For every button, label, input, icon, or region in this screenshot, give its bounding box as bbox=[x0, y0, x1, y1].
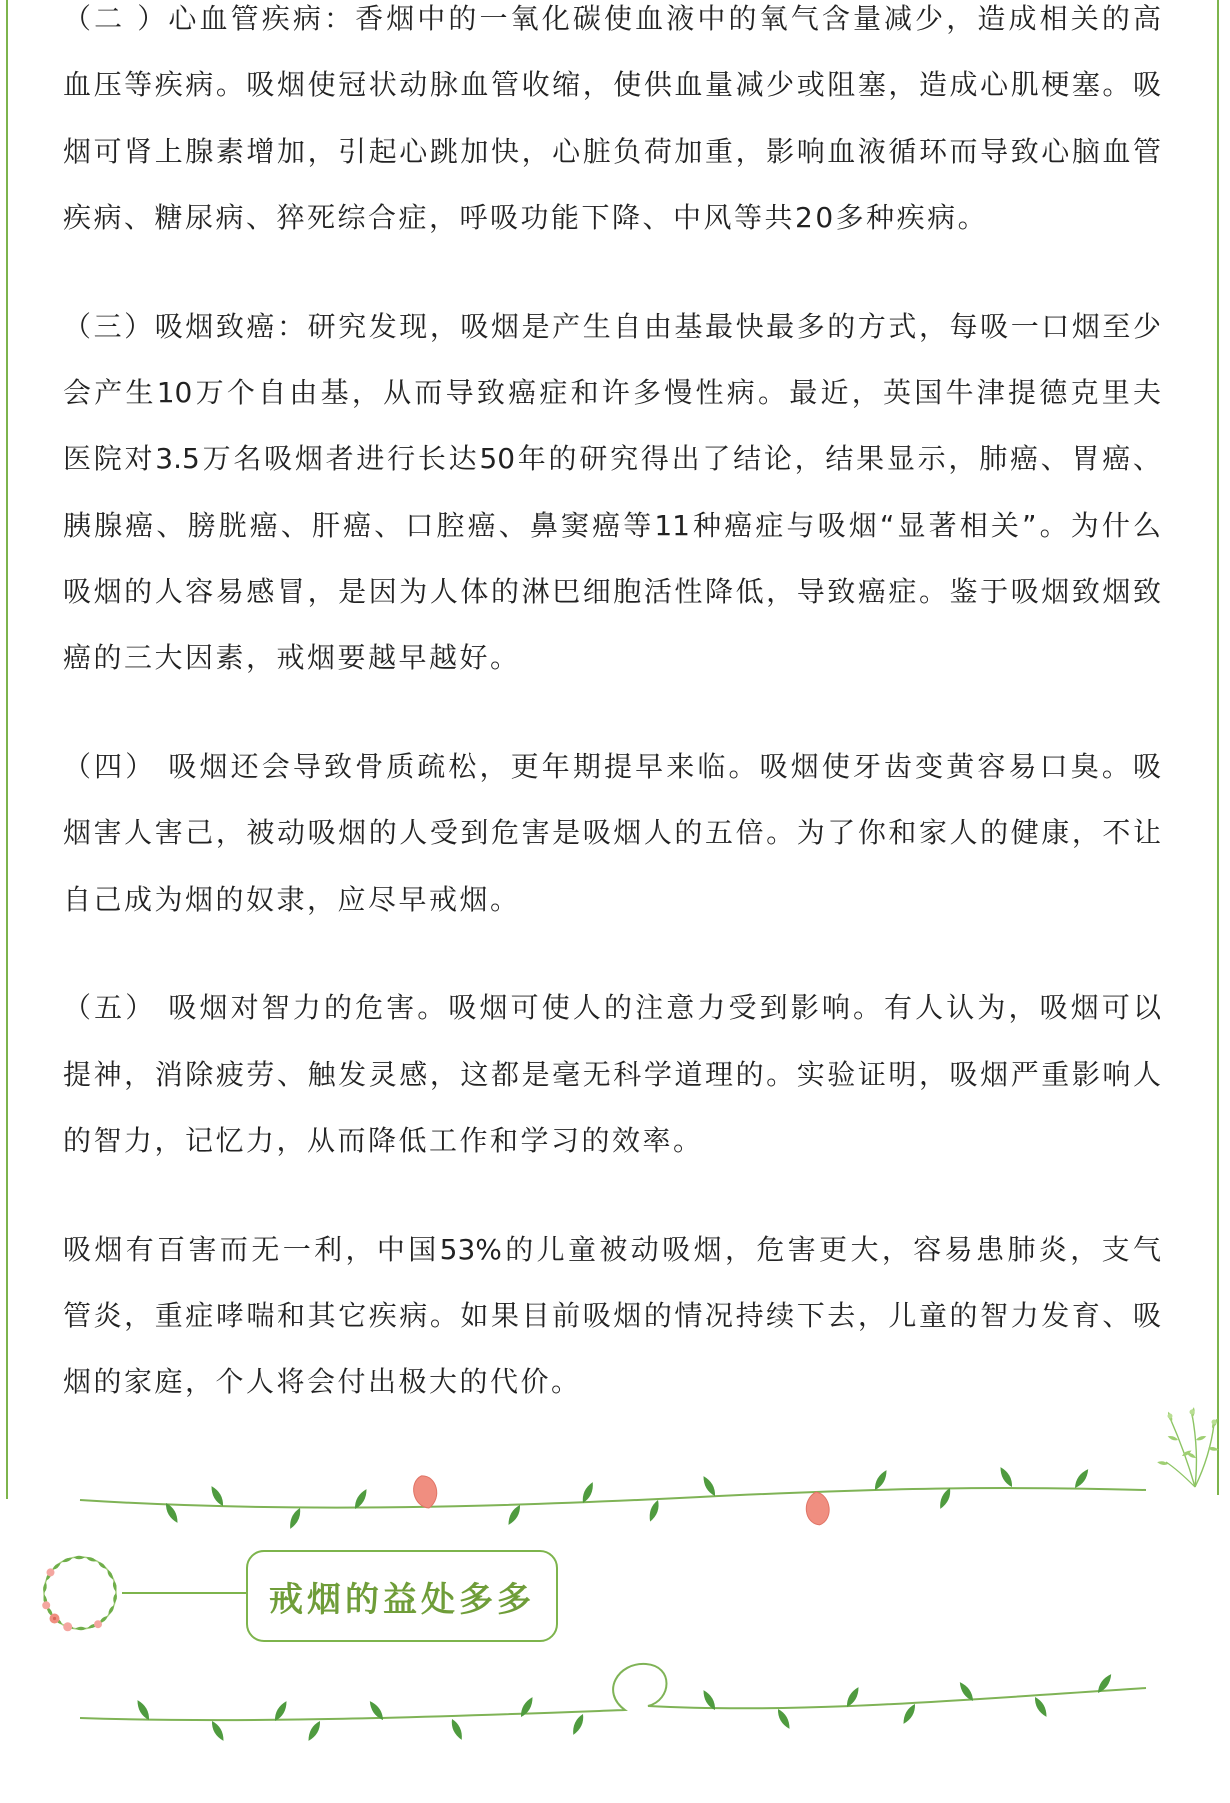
text-line: 管炎，重症哮喘和其它疾病。如果目前吸烟的情况持续下去，儿童的智力发育、吸 bbox=[63, 1299, 1161, 1333]
text-line: 胰腺癌、膀胱癌、肝癌、口腔癌、鼻窦癌等11种癌症与吸烟“显著相关”。为什么 bbox=[63, 508, 1161, 542]
leaf-icon bbox=[1072, 1467, 1091, 1490]
paragraph-smoking-causes-cancer bbox=[63, 294, 1161, 692]
leaf-icon bbox=[287, 1507, 303, 1531]
leaf-icon bbox=[1032, 1695, 1050, 1718]
floral-wreath-icon bbox=[42, 1556, 118, 1632]
leaf-icon bbox=[570, 1713, 586, 1737]
text-line: 的智力，记忆力，从而降低工作和学习的效率。 bbox=[63, 1123, 704, 1157]
text-line: 提神，消除疲劳、触发灵感，这都是毫无科学道理的。实验证明，吸烟严重影响人 bbox=[63, 1057, 1161, 1091]
leaf-icon bbox=[209, 1719, 227, 1742]
text-line: 血压等疾病。吸烟使冠状动脉血管收缩，使供血量减少或阻塞，造成心肌梗塞。吸 bbox=[63, 68, 1161, 102]
leaf-icon bbox=[580, 1481, 596, 1505]
leaf-icon bbox=[937, 1487, 953, 1511]
paragraph-intelligence-harm bbox=[63, 975, 1161, 1174]
leaf-icon bbox=[872, 1468, 890, 1491]
text-line: 吸烟的人容易感冒，是因为人体的淋巴细胞活性降低，导致癌症。鉴于吸烟致烟致 bbox=[63, 574, 1161, 608]
article-body bbox=[63, 0, 1161, 1458]
leaf-icon bbox=[900, 1702, 918, 1725]
leaf-icon bbox=[208, 1484, 226, 1507]
text-line: 烟害人害己，被动吸烟的人受到危害是吸烟人的五倍。为了你和家人的健康，不让 bbox=[63, 816, 1161, 850]
text-line: 医院对3.5万名吸烟者进行长达50年的研究得出了结论，结果显示，肺癌、胃癌、 bbox=[63, 442, 1161, 476]
vine-divider-bottom bbox=[80, 1664, 1146, 1743]
leaf-icon bbox=[700, 1688, 718, 1711]
leaf-icon bbox=[647, 1499, 661, 1523]
leaf-icon bbox=[997, 1465, 1015, 1488]
leaf-icon bbox=[134, 1698, 152, 1721]
leaf-icon bbox=[957, 1680, 976, 1703]
leaf-icon bbox=[163, 1501, 181, 1524]
leaf-icon bbox=[305, 1719, 323, 1742]
paragraph-summary-children bbox=[63, 1217, 1161, 1416]
leaf-icon bbox=[449, 1718, 465, 1742]
leaf-icon bbox=[844, 1685, 862, 1708]
leaf-icon bbox=[352, 1487, 370, 1510]
text-line: 癌的三大因素，戒烟要越早越好。 bbox=[63, 641, 521, 675]
flower-bud-icon bbox=[804, 1491, 831, 1527]
paragraph-cardiovascular-disease bbox=[63, 0, 1161, 251]
text-line: （四） 吸烟还会导致骨质疏松，更年期提早来临。吸烟使牙齿变黄容易口臭。吸 bbox=[63, 749, 1161, 783]
text-line: 烟可肾上腺素增加，引起心跳加快，心脏负荷加重，影响血液循环而导致心脑血管 bbox=[63, 134, 1161, 168]
text-line: （五） 吸烟对智力的危害。吸烟可使人的注意力受到影响。有人认为，吸烟可以 bbox=[63, 991, 1161, 1025]
text-line: （二 ）心血管疾病：香烟中的一氧化碳使血液中的氧气含量减少，造成相关的高 bbox=[63, 2, 1161, 35]
text-line: 疾病、糖尿病、猝死综合症，呼吸功能下降、中风等共20多种疾病。 bbox=[63, 200, 989, 234]
flower-bud-icon bbox=[410, 1473, 441, 1511]
leaf-icon bbox=[272, 1699, 290, 1722]
paragraph-osteoporosis-passive-smoking bbox=[63, 734, 1161, 933]
vine-divider-top bbox=[80, 1465, 1146, 1530]
leaf-icon bbox=[775, 1707, 793, 1730]
benefits-heading-box bbox=[246, 1550, 558, 1642]
section-heading: 戒烟的益处多多 bbox=[269, 1579, 535, 1620]
leaf-icon bbox=[505, 1503, 523, 1526]
text-line: 会产生10万个自由基，从而导致癌症和许多慢性病。最近，英国牛津提德克里夫 bbox=[63, 375, 1161, 409]
leaf-icon bbox=[1095, 1672, 1114, 1695]
text-line: 烟的家庭，个人将会付出极大的代价。 bbox=[63, 1365, 582, 1399]
leaf-icon bbox=[518, 1695, 536, 1718]
text-line: 自己成为烟的奴隶，应尽早戒烟。 bbox=[63, 882, 521, 916]
text-line: （三）吸烟致癌：研究发现，吸烟是产生自由基最快最多的方式，每吸一口烟至少 bbox=[63, 309, 1161, 343]
text-line: 吸烟有百害而无一利，中国53%的儿童被动吸烟，危害更大，容易患肺炎，支气 bbox=[63, 1232, 1161, 1266]
flower-sprig-icon bbox=[1157, 1407, 1219, 1487]
leaf-icon bbox=[700, 1474, 718, 1497]
leaf-icon bbox=[367, 1699, 386, 1722]
